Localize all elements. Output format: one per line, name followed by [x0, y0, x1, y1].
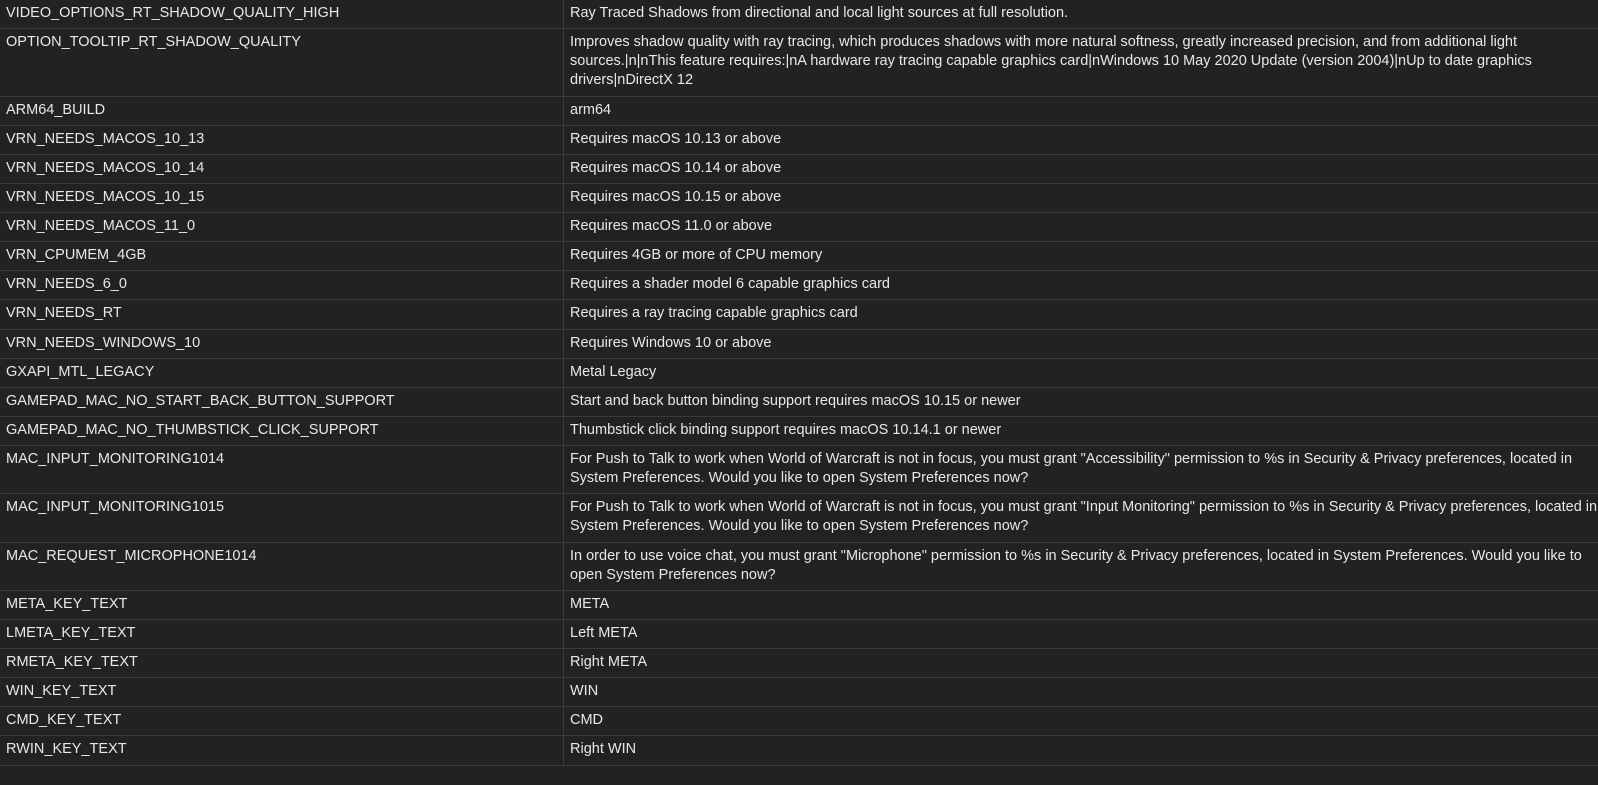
string-key-cell: RMETA_KEY_TEXT: [0, 649, 564, 678]
table-row: [0, 183, 1598, 212]
string-key-cell: VRN_NEEDS_MACOS_10_15: [0, 183, 564, 212]
table-row: [0, 707, 1598, 736]
string-value-cell: Requires macOS 10.14 or above: [570, 159, 782, 176]
string-value-cell: For Push to Talk to work when World of Warcraft is not in focus, you must grant "Accessibility" permission to %s in Security & Privacy preferences, located in System Preferences. Would you like to open System Preferences now?: [570, 451, 1573, 487]
table-row: [0, 242, 1598, 271]
string-key-cell: VIDEO_OPTIONS_RT_SHADOW_QUALITY_HIGH: [0, 0, 564, 29]
table-row: [0, 0, 1598, 29]
string-key-cell: WIN_KEY_TEXT: [0, 678, 564, 707]
string-key-cell: VRN_CPUMEM_4GB: [0, 242, 564, 271]
string-key-cell: LMETA_KEY_TEXT: [0, 619, 564, 648]
string-key-cell: MAC_INPUT_MONITORING1015: [0, 494, 564, 542]
string-value-cell: Requires macOS 11.0 or above: [570, 218, 773, 234]
table-row: [0, 358, 1598, 387]
string-key-cell: OPTION_TOOLTIP_RT_SHADOW_QUALITY: [0, 29, 564, 96]
string-value-cell: META: [570, 595, 610, 612]
string-value-cell: Requires macOS 10.13 or above: [570, 130, 782, 147]
string-value-cell: WIN: [570, 683, 599, 700]
string-value-cell: Requires 4GB or more of CPU memory: [570, 247, 823, 264]
table-row: [0, 329, 1598, 358]
table-row: [0, 125, 1598, 154]
table-row: [0, 271, 1598, 300]
string-value-cell: Requires macOS 10.15 or above: [570, 188, 782, 205]
table-row: [0, 590, 1598, 619]
string-value-cell: Start and back button binding support requires macOS 10.15 or newer: [570, 392, 1021, 409]
table-row: [0, 300, 1598, 329]
string-key-cell: VRN_NEEDS_6_0: [0, 271, 564, 300]
string-value-cell: For Push to Talk to work when World of Warcraft is not in focus, you must grant "Input Monitoring" permission to %s in Security & Privacy preferences, located in System Preferences. Would you like to open System Preferences now?: [570, 499, 1598, 535]
string-key-cell: GXAPI_MTL_LEGACY: [0, 358, 564, 387]
string-value-cell: CMD: [570, 712, 604, 729]
table-row: [0, 736, 1598, 765]
string-key-cell: MAC_REQUEST_MICROPHONE1014: [0, 542, 564, 590]
string-key-cell: VRN_NEEDS_MACOS_10_13: [0, 125, 564, 154]
string-key-cell: VRN_NEEDS_MACOS_11_0: [0, 213, 564, 242]
string-key-cell: VRN_NEEDS_RT: [0, 300, 564, 329]
table-row: [0, 416, 1598, 445]
table-row: [0, 649, 1598, 678]
table-row: [0, 494, 1598, 542]
table-row: [0, 446, 1598, 494]
string-value-cell: Metal Legacy: [570, 363, 657, 380]
string-key-cell: RWIN_KEY_TEXT: [0, 736, 564, 765]
table-row: [0, 542, 1598, 590]
string-value-cell: In order to use voice chat, you must grant "Microphone" permission to %s in Security & Privacy preferences, located in System Preferences. Would you like to open System Preferences now?: [570, 547, 1582, 583]
string-key-cell: ARM64_BUILD: [0, 96, 564, 125]
string-value-cell: Left META: [570, 624, 638, 641]
string-value-cell: Thumbstick click binding support requires macOS 10.14.1 or newer: [570, 421, 1002, 438]
string-key-cell: META_KEY_TEXT: [0, 590, 564, 619]
string-value-cell: arm64: [570, 101, 612, 118]
string-key-cell: GAMEPAD_MAC_NO_START_BACK_BUTTON_SUPPORT: [0, 387, 564, 416]
string-value-cell: Requires a ray tracing capable graphics card: [570, 305, 858, 322]
string-value-cell: Right WIN: [570, 741, 637, 758]
string-key-cell: VRN_NEEDS_MACOS_10_14: [0, 154, 564, 183]
table-row: [0, 619, 1598, 648]
table-row: [0, 213, 1598, 242]
string-value-cell: Requires a shader model 6 capable graphics card: [570, 276, 890, 293]
string-value-cell: Right META: [570, 654, 648, 670]
string-key-cell: MAC_INPUT_MONITORING1014: [0, 446, 564, 494]
string-key-cell: CMD_KEY_TEXT: [0, 707, 564, 736]
table-row: [0, 678, 1598, 707]
string-value-cell: Ray Traced Shadows from directional and local light sources at full resolution.: [570, 5, 1069, 21]
table-row: [0, 387, 1598, 416]
string-value-cell: Improves shadow quality with ray tracing, which produces shadows with more natural softness, greatly increased precision, and from additional light sources.|n|nThis feature requires:|nA hardware ray tracing capable graphics card|nWindows 10 May 2020 Update (version 2004)|nUp to date graphics drivers|nDirectX 12: [570, 34, 1532, 89]
string-key-cell: VRN_NEEDS_WINDOWS_10: [0, 329, 564, 358]
table-row: [0, 154, 1598, 183]
string-value-cell: Requires Windows 10 or above: [570, 334, 772, 351]
table-row: [0, 96, 1598, 125]
table-row: [0, 29, 1598, 96]
string-key-cell: GAMEPAD_MAC_NO_THUMBSTICK_CLICK_SUPPORT: [0, 416, 564, 445]
